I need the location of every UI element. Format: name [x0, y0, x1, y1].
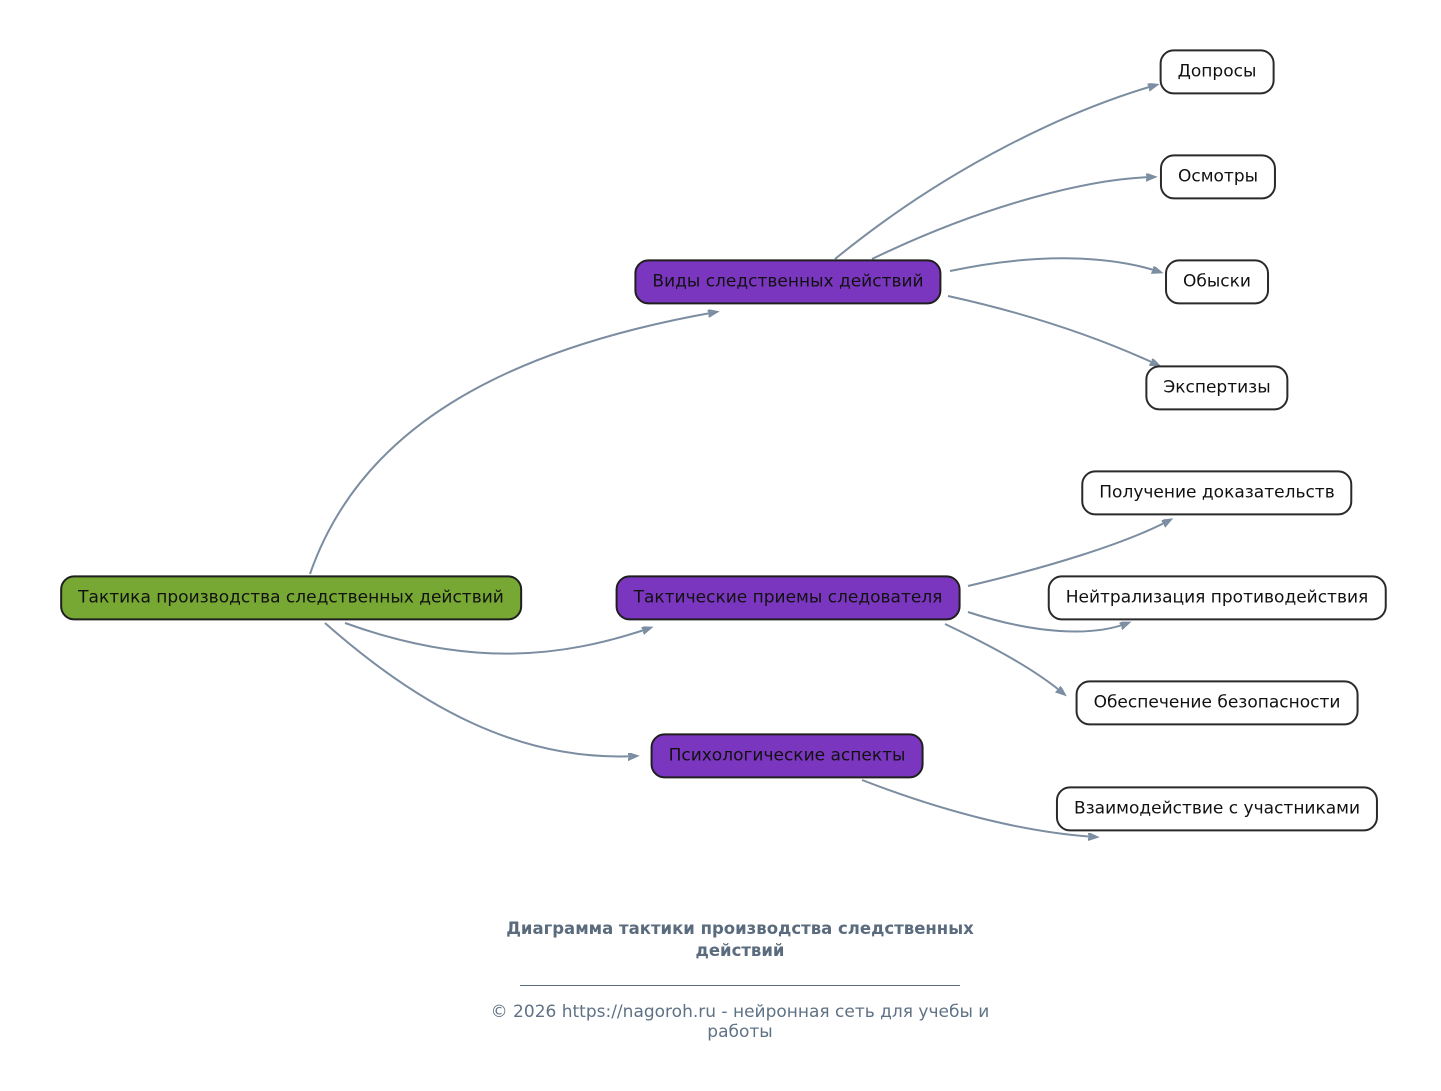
- edge-root-to-vidy: [310, 312, 716, 574]
- node-leaf-obyski: Обыски: [1165, 259, 1269, 304]
- node-branch-psihologicheskie-aspekty: Психологические аспекты: [651, 733, 924, 778]
- node-leaf-expertizy: Экспертизы: [1145, 365, 1288, 410]
- node-leaf-osmotry: Осмотры: [1160, 154, 1276, 199]
- footer-copyright: © 2026 https://nagoroh.ru - нейронная сеть для учебы и работы: [490, 1001, 990, 1042]
- node-leaf-vzaimodeystvie-s-uchastnikami: Взаимодействие с участниками: [1056, 786, 1378, 831]
- diagram-footer: [460, 918, 1020, 1042]
- edge-taktich-to-obespechenie: [945, 624, 1064, 694]
- edge-vidy-to-doprosy: [835, 85, 1156, 259]
- node-branch-vidy-sledstvennyh-deystviy: Виды следственных действий: [634, 259, 941, 304]
- edge-vidy-to-obyski: [950, 258, 1160, 272]
- footer-title: Диаграмма тактики производства следственных действий: [506, 919, 974, 961]
- node-root: Тактика производства следственных действий: [60, 575, 522, 620]
- edge-root-to-psih: [325, 623, 636, 756]
- footer-divider: [520, 985, 960, 986]
- node-leaf-obespechenie-bezopasnosti: Обеспечение безопасности: [1076, 680, 1359, 725]
- node-branch-takticheskie-priemy: Тактические приемы следователя: [616, 575, 961, 620]
- edge-vidy-to-osmotry: [872, 177, 1154, 259]
- edge-root-to-taktich: [345, 623, 650, 654]
- node-leaf-doprosy: Допросы: [1160, 49, 1275, 94]
- node-leaf-poluchenie-dokazatelstv: Получение доказательств: [1081, 470, 1352, 515]
- edge-vidy-to-expertizy: [948, 296, 1158, 365]
- node-leaf-neytralizatsiya-protivodeystviya: Нейтрализация противодействия: [1048, 575, 1387, 620]
